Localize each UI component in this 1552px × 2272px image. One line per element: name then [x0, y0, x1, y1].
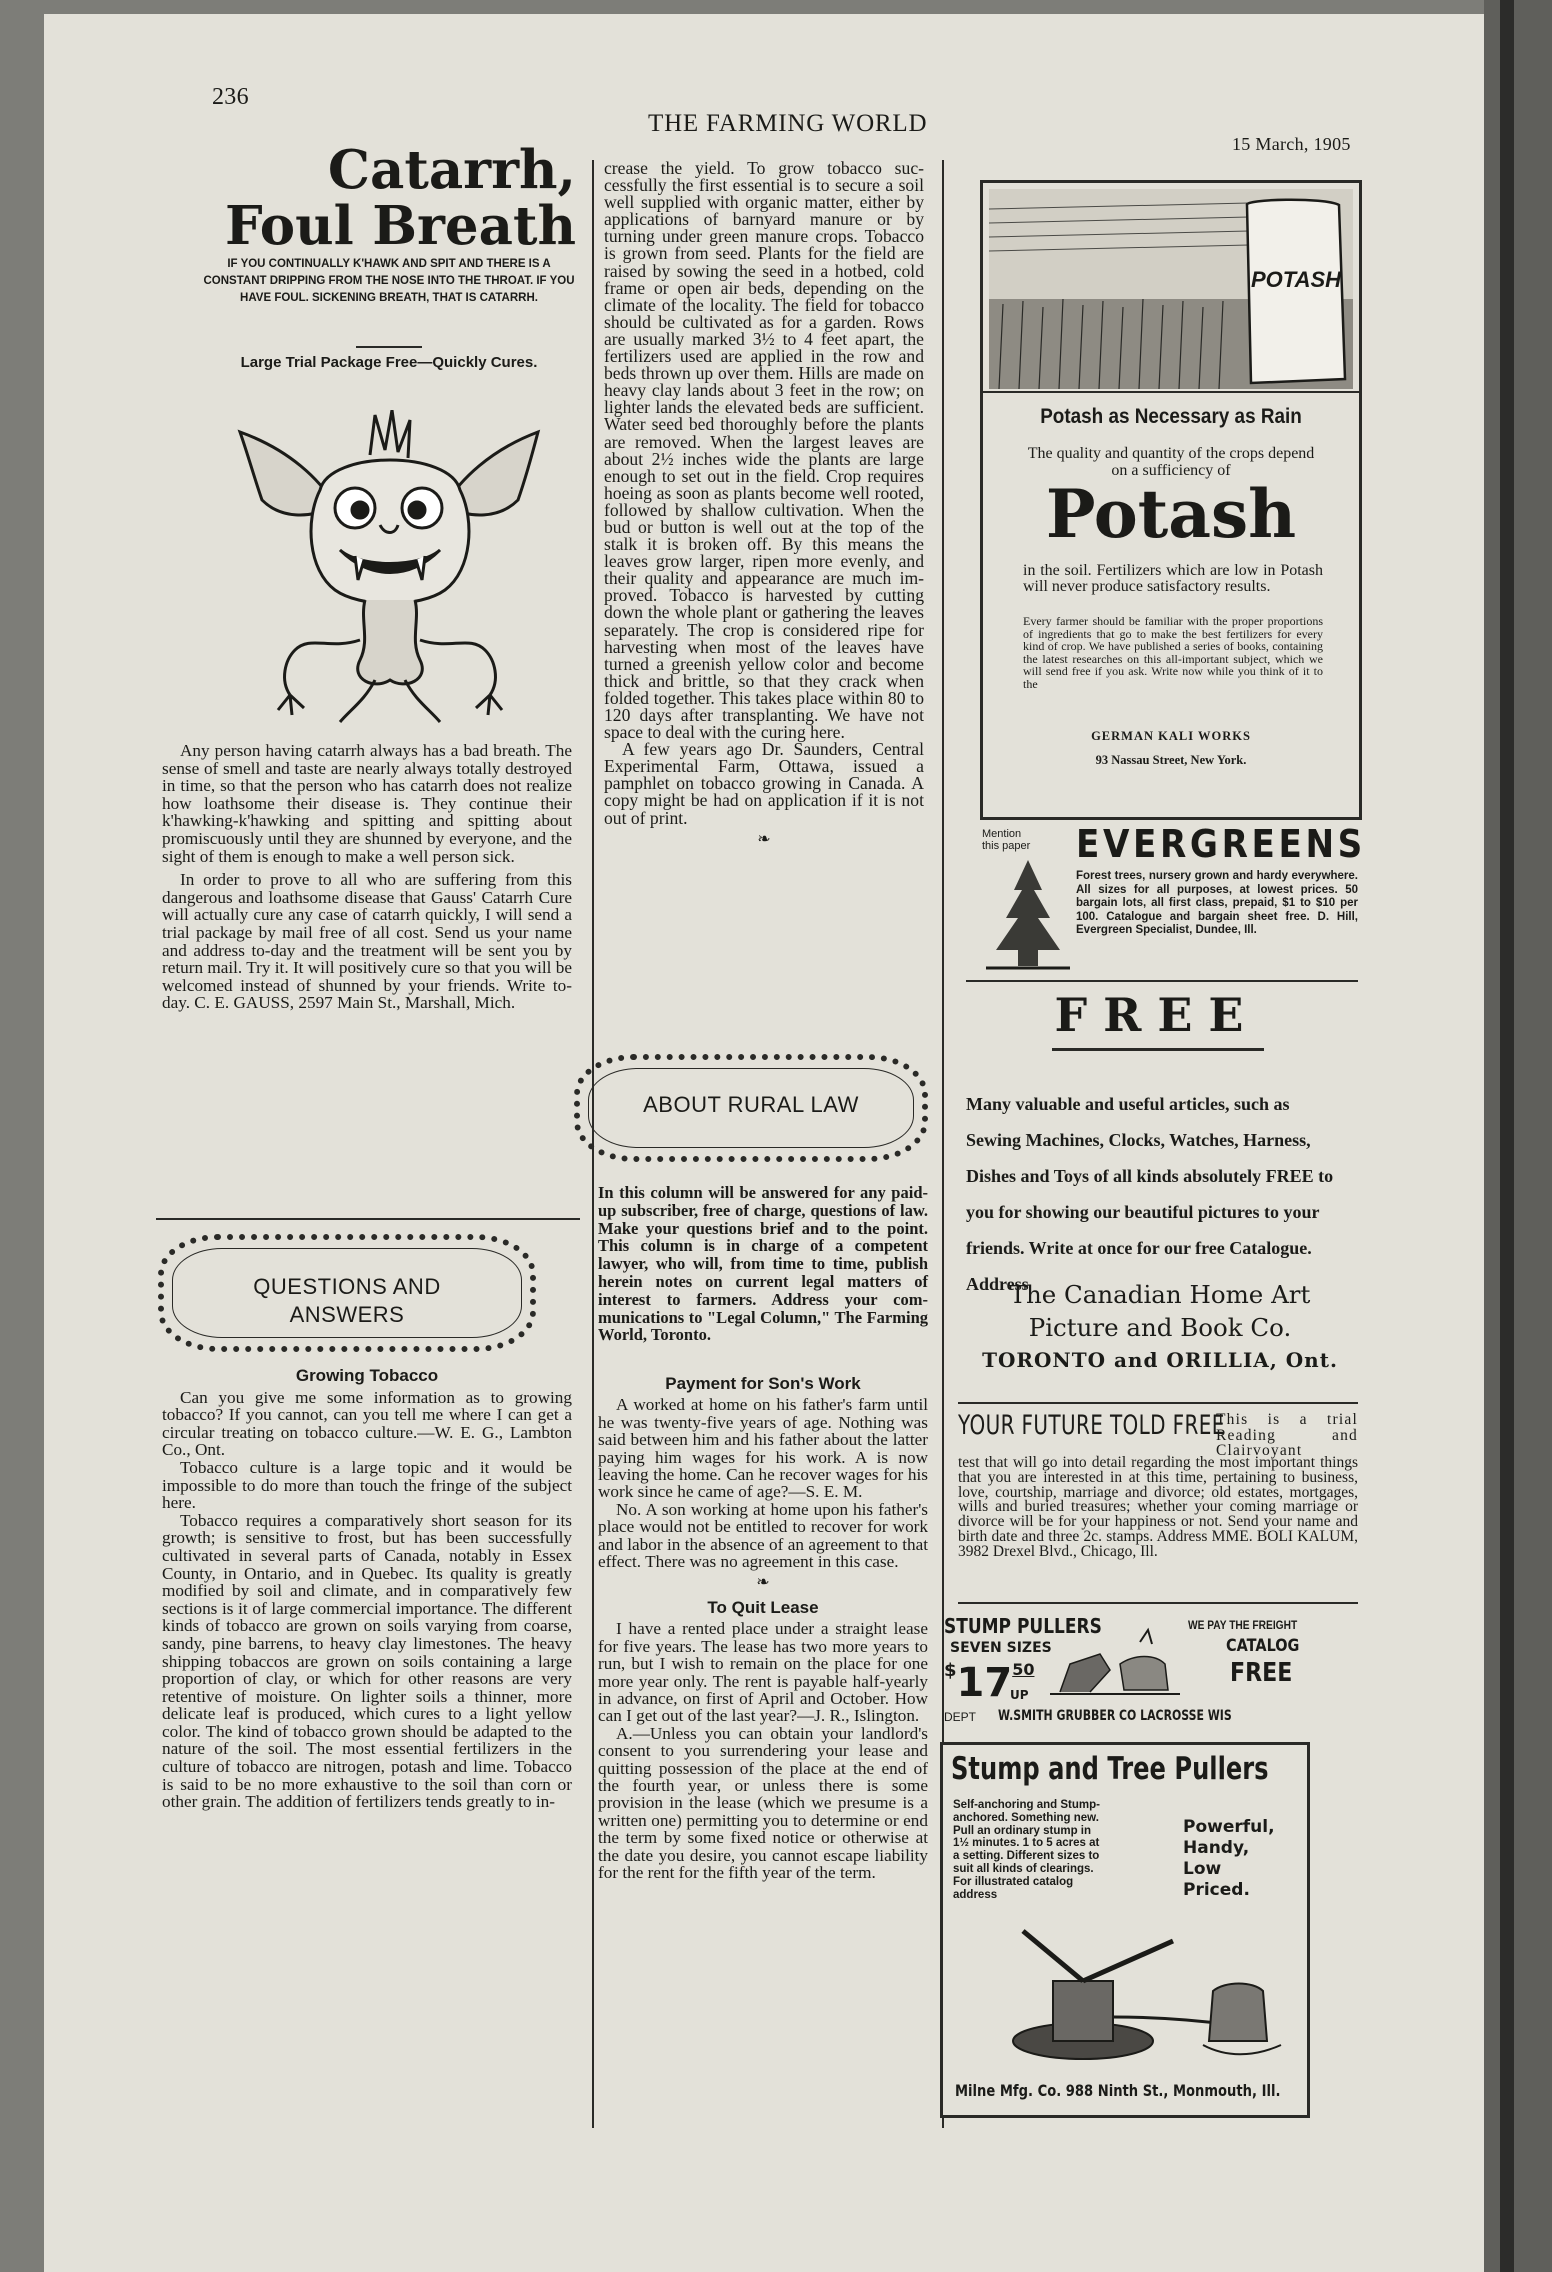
paragraph: A few years ago Dr. Saunders, Central Experimental Farm, Ottawa, issued a pamphlet on tobacco growing in Canada. A copy might be had on application if it is not out of print. [604, 739, 924, 828]
divider [966, 980, 1358, 982]
potash-ad [980, 180, 1362, 820]
banner-line-2: ANSWERS [289, 1302, 405, 1327]
stump-ad-title: STUMP PULLERS [944, 1614, 1102, 1638]
paragraph: No. A son working at home upon his father's place would not be entitled to recover for work and labor in the absence of an agreement to that effect. There was no agreement in this case. [598, 1499, 928, 1572]
potash-subhead: The quality and quantity of the crops depend on a sufficiency of [1027, 445, 1315, 479]
tobacco-article-continued [604, 160, 924, 852]
divider [983, 391, 1359, 393]
evergreen-tree-icon [978, 856, 1078, 978]
catarrh-ad-body [162, 742, 572, 1012]
potash-headline: Potash as Necessary as Rain [1040, 405, 1302, 428]
potash-sack-label: POTASH [1251, 267, 1342, 292]
goblin-illustration [200, 410, 578, 730]
paragraph: crease the yield. To grow tobacco successfully the first essential is to secure a soil well supplied with organic matter, either by applications of barnyard manure or by turning under green manure crops. Tobacco is grown from seed. Plants for the field are raised by sowing the seed in a hotbed, cold frame or open air beds, depending on the climate of the locality. The field for tobacco should be cultivated as for a garden. Rows are usually marked 3½ to 4 feet apart, the fertilizers used are applied in the row and beds thrown up over them. Hills are made on heavy clay lands about 3 feet in the row; on lighter lands the elevated beds are sufficient. Water seed bed thoroughly before the plants are removed. When the largest leaves are about 2½ inches wide the plants are large enough to set out in the field. Crop requires hoeing as soon as plants become well rooted, followed by shallow cultivation. When the bud or button is well out at the top of the stalk it is broken off. By this means the leaves grow larger, ripen more evenly, and their quality and appearance are much improved. Tobacco is harvested by cutting down the whole plant or gathering the leaves separately. The crop is considered ripe for harvesting when most of the leaves have turned a greenish yellow color and become thick and brittle, so that they crack when folded together. This takes place within 80 to 120 days after transplanting. We have not space to deal with the curing here. [604, 158, 924, 743]
question-text: A worked at home on his father's farm until he was twenty-five years of age. Nothing was said between him and his father about the latter paying him wages for his work. A is now leaving the home. Can he recover wages for his work since he came of age?—S. E. M. [598, 1395, 928, 1502]
separator-ornament: ❧ [757, 830, 771, 848]
evergreens-title: EVERGREENS [1076, 822, 1366, 866]
price-dollar: $ [944, 1660, 957, 1681]
page-number: 236 [212, 84, 249, 110]
stump-ad-free: FREE [1230, 1658, 1293, 1688]
horse-stump-puller-illustration [1040, 1624, 1190, 1704]
banner-label: ABOUT RURAL LAW [643, 1092, 859, 1117]
paragraph: Tobacco requires a comparatively short season for its growth; is sensitive to frost, but has been successfully cultivated in several parts of Canada, notably in Essex County, in Ontario, and in Quebec. Its quality is greatly modified by soil and climate, and in comparatively few sections is it of large commercial importance. The different kinds of tobacco are grown on soils varying from coarse, sandy, pine barrens, to heavy clay limestones. The heavy shipping tobaccos are grown on soils containing a large proportion of clay, or which for other reasons are very retentive of moisture. On lighter soils a thinner, more delicate leaf is produced, which cures to a light yellow color. The kind of tobacco grown should be adapted to the nature of the soil. The most essential fertilizers in the culture of tobacco are nitrogen, potash and lime. Tobacco is said to be no more exhaustive to the soil than corn or other grain. The addition of fertilizers tends greatly to in- [162, 1510, 572, 1812]
stump-tree-text: Self-anchoring and Stump-anchored. Something new. Pull an ordinary stump in 1½ minutes. 1 to 5 acres at a setting. Different sizes to suit all kinds of clearings. For illustrated catalog address [953, 1799, 1100, 1901]
company-cities: TORONTO and ORILLIA, Ont. [982, 1348, 1338, 1372]
stump-tree-title: Stump and Tree Pullers [951, 1751, 1269, 1787]
company-line-1: The Canadian Home Art [1009, 1280, 1311, 1309]
price-main: 17 [956, 1660, 1013, 1706]
company-line-2: Picture and Book Co. [1028, 1313, 1292, 1342]
issue-date: 15 March, 1905 [1232, 134, 1351, 154]
stump-pullers-ad [940, 1614, 1320, 1732]
potash-body-small: Every farmer should be familiar with the proper proportions of ingredients that go to make the best fertilizers for every kind of crop. We have published a series of books, containing the latest researches on this all-important subject, which we will send free if you ask. Write now while you think of it to the [1023, 614, 1323, 691]
fortune-ad-title: YOUR FUTURE TOLD FREE [958, 1410, 1225, 1441]
about-rural-law-banner [574, 1054, 928, 1162]
stump-tree-company: Milne Mfg. Co. 988 Ninth St., Monmouth, Ill. [955, 2081, 1281, 2100]
stump-ad-dept: DEPT [944, 1710, 977, 1724]
divider [958, 1402, 1358, 1404]
divider [356, 346, 422, 348]
stump-tree-pullers-ad [940, 1742, 1310, 2118]
page-edge-shadow [1500, 0, 1514, 2272]
free-ad-company [962, 1278, 1358, 1377]
catarrh-ad-offer: Large Trial Package Free—Quickly Cures. [240, 354, 538, 371]
scan-background [1484, 0, 1552, 2272]
tag-handy: Handy, [1183, 1838, 1250, 1858]
paragraph: Tobacco culture is a large topic and it would be impossible to do more than touch the fringe of the subject here. [162, 1457, 572, 1513]
tag-priced: Priced. [1183, 1880, 1250, 1900]
evergreens-text: Forest trees, nursery grown and hardy everywhere. All sizes for all purposes, at lowest prices. 50 bargain lots, all first class, prepaid, $1 to $10 per 100. Catalogue and bargain sheet free. D. Hill, Evergreen Specialist, Dundee, Ill. [1076, 870, 1358, 936]
free-ad-text: Many valuable and useful articles, such as Sewing Machines, Clocks, Watches, Harness, Dishes and Toys of all kinds absolutely FREE to you for showing our beautiful pictures to your friends. Write at once for our free Catalogue. Address [966, 1094, 1334, 1294]
tag-powerful: Powerful, [1183, 1817, 1275, 1837]
stump-puller-machine-illustration [963, 1921, 1293, 2071]
paragraph: Any person having catarrh always has a bad breath. The sense of smell and taste are nearly always totally destroyed in time, so that the person who has catarrh does not realize how loathsome their disease is. They continue their k'hawking-k'hawking and spitting and spitting about promiscuously until they are shunned by everyone, and the sight of them is enough to make a well person sick. [162, 741, 572, 866]
growing-tobacco-article [162, 1360, 572, 1811]
potash-big-word: Potash [1045, 475, 1297, 553]
potash-body: in the soil. Fertilizers which are low in Potash will never produce satisfactory results. [1023, 562, 1323, 595]
stump-ad-company: W.SMITH GRUBBER CO LACROSSE WIS [998, 1708, 1232, 1724]
rural-law-intro: In this column will be answered for any paid-up subscriber, free of charge, questions of law. Make your questions brief and to the point. This column is in charge of a competent lawyer, who will, from time to time, publish herein notes on current legal matters of interest to farmers. Address your communications to "Legal Column," The Farming World, Toronto. [598, 1183, 928, 1345]
stump-ad-catalog: CATALOG [1226, 1636, 1300, 1656]
article-heading: Payment for Son's Work [665, 1374, 861, 1393]
stump-tree-tags [1183, 1817, 1275, 1901]
rural-law-articles [598, 1368, 928, 1881]
potash-address: 93 Nassau Street, New York. [1095, 753, 1247, 767]
paragraph: A.—Unless you can obtain your landlord's consent to you surrendering your lease and quitting possession of the place at the end of the fourth year, or unless there is some provision in the lease (which we presume is a written one) permitting you to determine or end the term by some fixed notice or otherwise at the date you desire, you cannot escape liability for the rent for the fifth year of the term. [598, 1723, 928, 1882]
banner-line-1: QUESTIONS AND [253, 1274, 441, 1299]
catarrh-ad-title: Catarrh, Foul Breath [225, 139, 576, 257]
free-ad-title: FREE [1054, 988, 1260, 1042]
stump-ad-freight: WE PAY THE FREIGHT [1188, 1618, 1298, 1632]
stump-ad-sizes: SEVEN SIZES [950, 1640, 1052, 1656]
questions-answers-banner [158, 1234, 536, 1352]
tag-low: Low [1183, 1859, 1222, 1879]
question-text: I have a rented place under a straight lease for five years. The lease has two more years to run, but I wish to remain on the place for one more year only. The rent is payable half-yearly in advance, on first of April and October. How can I get out of the last year?—J. R., Islington. [598, 1619, 928, 1726]
divider [958, 1602, 1358, 1604]
journal-title: THE FARMING WORLD [648, 110, 928, 137]
paragraph: In order to prove to all who are suffering from this dangerous and loathsome disease that Gauss' Catarrh Cure will actually cure any case of catarrh quickly, I will send a trial package by mail free of all cost. Send us your name and address to-day and the treatment will be sent you by return mail. Try it. It will positively cure so that you will be welcomed instead of shunned by your friends. Write to-day. C. E. GAUSS, 2597 Main St., Marshall, Mich. [162, 870, 572, 1013]
article-heading: To Quit Lease [707, 1597, 819, 1617]
article-heading: Growing Tobacco [295, 1366, 439, 1385]
potash-company: GERMAN KALI WORKS [1091, 729, 1251, 743]
fortune-ad-text: test that will go into detail regarding the most important things that you are interested in at this time, pertaining to business, love, courtship, marriage and divorce; old estates, mortgages, wills and buried treasures; whether your coming marriage or divorce will be for your happiness or not. Send your name and birth date and three 2c. stamps. Address MME. BOLI KALUM, 3982 Drexel Blvd., Chicago, Ill. [958, 1454, 1358, 1560]
divider [156, 1218, 580, 1220]
catarrh-ad-subtitle: IF YOU CONTINUALLY K'HAWK AND SPIT AND THERE IS A CONSTANT DRIPPING FROM THE NOSE INTO THE THROAT. IF YOU HAVE FOUL. SICKENING BREATH, THAT IS CATARRH. [203, 258, 575, 304]
stump-ad-up: UP [1010, 1688, 1029, 1702]
price-cents: 50 [1012, 1660, 1035, 1679]
fortune-ad-lead: This is a trial Reading and Clairvoyant [1216, 1411, 1358, 1459]
evergreens-mention: Mention this paper [982, 828, 1031, 852]
separator-ornament: ❧ [756, 1574, 770, 1592]
question-text: Can you give me some information as to growing tobacco? If you cannot, can you tell me where I can get a circular treating on tobacco culture.—W. E. G., Lambton Co., Ont. [162, 1387, 572, 1460]
divider [1052, 1048, 1264, 1051]
